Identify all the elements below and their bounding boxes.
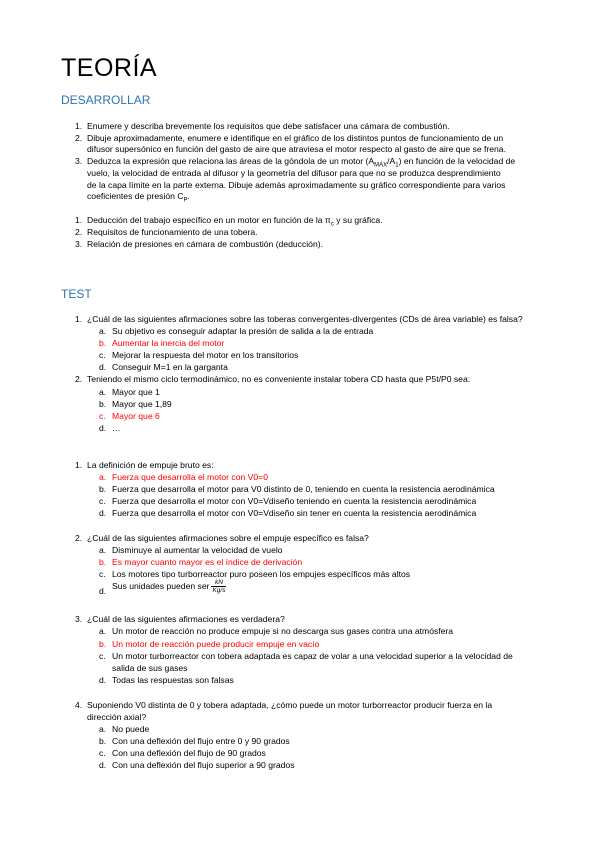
answer-option-continuation: salida de sus gases xyxy=(112,663,188,673)
answer-option-correct: Mayor que 6 xyxy=(112,411,160,421)
page-title: TEORÍA xyxy=(61,54,158,82)
answer-option-correct: Un motor de reacción puede producir empuje en vacío xyxy=(112,639,320,649)
section-heading-desarrollar: DESARROLLAR xyxy=(61,93,151,107)
units-fraction: $\frac{kN}{Kg/s}$ xyxy=(212,579,226,594)
answer-option: Un motor turborreactor con tobera adaptada es capaz de volar a una velocidad superior a la velocidad de xyxy=(112,651,513,661)
answer-option: … xyxy=(112,423,121,433)
answer-option: Conseguir M=1 en la garganta xyxy=(112,362,228,372)
answer-option: Con una deflexión del flujo superior a 90 grados xyxy=(112,760,295,770)
answer-option: Los motores tipo turborreactor puro poseen los empujes específicos más altos xyxy=(112,569,411,579)
answer-option: Mayor que 1 xyxy=(112,387,160,397)
answer-option: Fuerza que desarrolla el motor para V0 distinto de 0, teniendo en cuenta la resistencia aerodinámica xyxy=(112,484,495,494)
answer-option: Mayor que 1,89 xyxy=(112,399,172,409)
answer-option: Su objetivo es conseguir adaptar la presión de salida a la de entrada xyxy=(112,326,374,336)
section-heading-test: TEST xyxy=(61,287,92,301)
answer-option: Fuerza que desarrolla el motor con V0=Vdiseño teniendo en cuenta la resistencia aerodinámica xyxy=(112,496,477,506)
answer-option: No puede xyxy=(112,724,150,734)
answer-option-correct: Fuerza que desarrolla el motor con V0=0 xyxy=(112,472,268,482)
answer-option-correct: Aumentar la inercia del motor xyxy=(112,338,225,348)
answer-option: Con una deflexión del flujo de 90 grados xyxy=(112,748,266,758)
answer-option: Mejorar la respuesta del motor en los transitorios xyxy=(112,350,299,360)
answer-option: Disminuye al aumentar la velocidad de vuelo xyxy=(112,545,283,555)
answer-option: Sus unidades pueden ser $\frac{kN}{Kg/s}$ xyxy=(112,579,226,594)
answer-option: Todas las respuestas son falsas xyxy=(112,675,234,685)
answer-option: Fuerza que desarrolla el motor con V0=Vdiseño sin tener en cuenta la resistencia aerodinámica xyxy=(112,508,477,518)
document-page: TEORÍA DESARROLLAR 1. Enumere y describa brevemente los requisitos que debe satisfacer una cámara de combustión. 2. Dibuje aproximadamente, enumere e identifique en el gráfico de los distintos puntos de funcionamiento de un difusor supersónico en función del gasto de aire que atraviesa el motor respecto al gasto de aire que se frena. 3. Deduzca la expresión que relaciona las áreas de la góndola de un motor $(A_{MÁX}/A_1)$ en función de la velocidad de vuelo, la velocidad de entrada al difusor y la geometría del difusor para que no se produzca desprendimiento de la capa límite en la parte externa. Dibuje además aproximadamente su gráfico correspondiente para varios coeficientes de presión $C_P$. 1. Deducción del trabajo específico en un motor en función de la $\pi_c$ y su gráfica. 2. Requisitos de funcionamiento de una tobera. 3. Relación de presiones en cámara de combustión (deducción). TEST 1. ¿Cuál de las siguientes afirmaciones sobre las toberas convergentes-divergentes (CDs de área variable) es falsa? a. Su objetivo es conseguir adaptar la presión de salida a la de entrada b. Aumentar la inercia del motor c. Mejorar la respuesta del motor en los transitorios d. Conseguir M=1 en la garganta 2. Teniendo el mismo ciclo termodinámico, no es conveniente instalar tobera CD hasta que P5t/P0 sea: a. Mayor que 1 b. Mayor que 1,89 c. Mayor que 6 d. … 1. La definición de empuje bruto es: a. Fuerza que desarrolla el motor con V0=0 b. Fuerza que desarrolla el motor para V0 distinto de 0, teniendo en cuenta la resistencia aerodinámica c. Fuerza que desarrolla el motor con V0=Vdiseño teniendo en cuenta la resistencia aerodinámica d. Fuerza que desarrolla el motor con V0=Vdiseño sin tener en cuenta la resistencia aerodinámica 2. ¿Cuál de las siguientes afirmaciones sobre el empuje específico es falsa? a. Disminuye al aumentar la velocidad de vuelo b. Es mayor cuanto mayor es el índice de derivación c. Los motores tipo turborreactor puro poseen los empujes específicos más altos d. Sus unidades pueden ser $\frac{kN}{Kg/s}$ 3. ¿Cuál de las siguientes afirmaciones es verdadera? a. Un motor de reacción no produce empuje si no descarga sus gases contra una atmósfera b. Un motor de reacción puede producir empuje en vacío c. Un motor turborreactor con tobera adaptada es capaz de volar a una velocidad superior a la velocidad de salida de sus gases d. Todas las respuestas son falsas 4. Suponiendo V0 distinta de 0 y tobera adaptada, ¿cómo puede un motor turborreactor producir fuerza en la dirección axial? a. No puede b. Con una deflexión del flujo entre 0 y 90 grados c. Con una deflexión del flujo de 90 grados d. Con una deflexión del flujo superior a 90 grados xyxy=(61,54,523,770)
answer-option: Un motor de reacción no produce empuje si no descarga sus gases contra una atmósfera xyxy=(112,626,454,636)
answer-option-correct: Es mayor cuanto mayor es el índice de derivación xyxy=(112,557,303,567)
answer-option: Con una deflexión del flujo entre 0 y 90 grados xyxy=(112,736,290,746)
